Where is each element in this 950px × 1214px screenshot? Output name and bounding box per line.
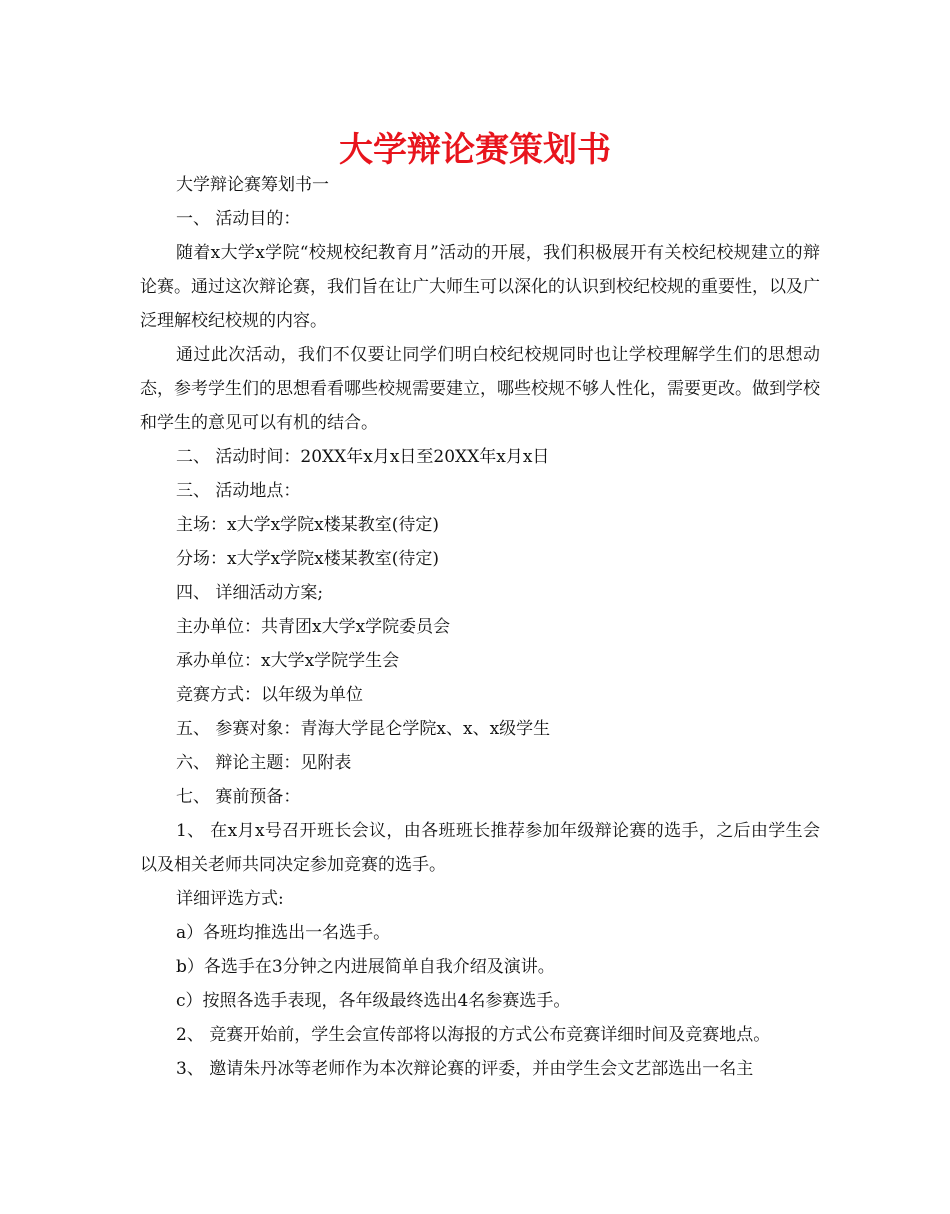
section-heading-preparation: 七、 赛前预备： xyxy=(176,787,301,807)
subtitle-line: 大学辩论赛筹划书一 xyxy=(176,175,329,195)
paragraph-purpose-1: 随着x大学x学院“校规校纪教育月”活动的开展，我们积极展开有关校纪校规建立的辩论赛。通过这次辩论赛，我们旨在让广大师生可以深化的认识到校纪校规的重要性，以及广泛理解校纪校规的内容。 xyxy=(140,243,820,331)
paragraph-purpose-2: 通过此次活动，我们不仅要让同学们明白校纪校规同时也让学校理解学生们的思想动态，参考学生们的思想看看哪些校规需要建立，哪些校规不够人性化，需要更改。做到学校和学生的意见可以有机的结合。 xyxy=(140,345,820,433)
selection-item-b: b）各选手在3分钟之内进展简单自我介绍及演讲。 xyxy=(176,957,555,977)
section-heading-location: 三、 活动地点： xyxy=(176,481,301,501)
selection-item-c: c）按照各选手表现，各年级最终选出4名参赛选手。 xyxy=(176,991,571,1011)
preparation-item-2: 2、 竞赛开始前，学生会宣传部将以海报的方式公布竞赛详细时间及竞赛地点。 xyxy=(176,1025,771,1045)
section-heading-time: 二、 活动时间：20XX年x月x日至20XX年x月x日 xyxy=(176,447,550,467)
section-heading-topic: 六、 辩论主题：见附表 xyxy=(176,753,352,773)
preparation-item-1: 1、 在x月x号召开班长会议，由各班班长推荐参加年级辩论赛的选手，之后由学生会以及相关老师共同决定参加竞赛的选手。 xyxy=(140,821,820,875)
main-venue-line: 主场：x大学x学院x楼某教室(待定) xyxy=(176,515,440,535)
section-heading-purpose: 一、 活动目的： xyxy=(176,209,301,229)
section-heading-plan: 四、 详细活动方案; xyxy=(176,583,324,603)
document-title: 大学辩论赛策划书 xyxy=(339,130,611,170)
section-heading-participants: 五、 参赛对象：青海大学昆仑学院x、x、x级学生 xyxy=(176,719,551,739)
selection-method-heading: 详细评选方式: xyxy=(176,889,284,909)
selection-item-a: a）各班均推选出一名选手。 xyxy=(176,923,391,943)
organizer-line: 主办单位：共青团x大学x学院委员会 xyxy=(176,617,451,637)
co-organizer-line: 承办单位：x大学x学院学生会 xyxy=(176,651,400,671)
competition-format-line: 竞赛方式：以年级为单位 xyxy=(176,685,363,705)
sub-venue-line: 分场：x大学x学院x楼某教室(待定) xyxy=(176,549,440,569)
preparation-item-3: 3、 邀请朱丹冰等老师作为本次辩论赛的评委，并由学生会文艺部选出一名主 xyxy=(176,1059,754,1079)
document-body xyxy=(140,168,820,1086)
